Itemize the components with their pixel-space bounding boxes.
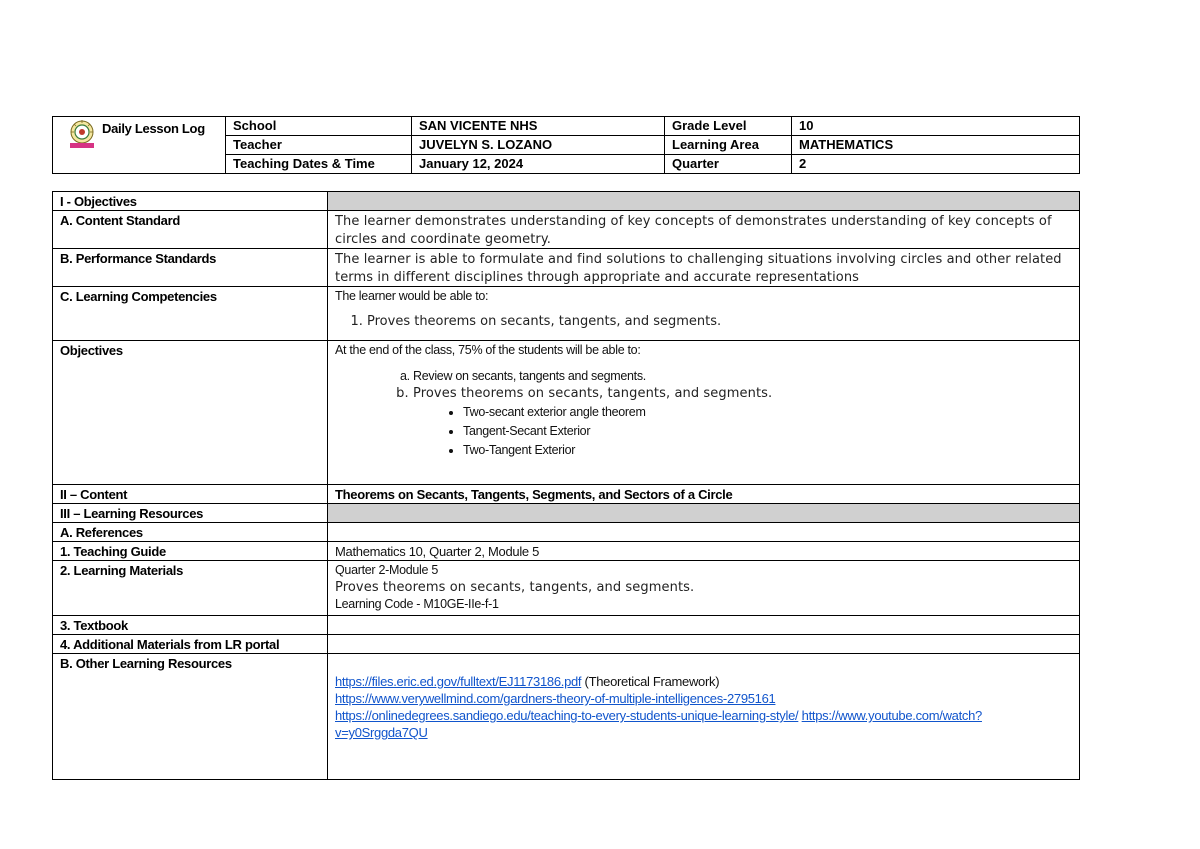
objective-b: b. Proves theorems on secants, tangents, and segments.	[413, 385, 1079, 403]
bullet-item: • Two-secant exterior angle theorem	[463, 403, 1079, 422]
school-value: SAN VICENTE NHS	[412, 117, 665, 136]
objectives-intro: At the end of the class, 75% of the students will be able to:	[335, 343, 641, 357]
header-title-cell	[53, 117, 226, 174]
objectives-cell	[328, 341, 1080, 485]
resources-heading: III – Learning Resources	[53, 504, 328, 523]
quarter-value: 2	[792, 155, 1080, 174]
textbook-label: 3. Textbook	[53, 616, 328, 635]
competencies-list	[335, 313, 1079, 330]
materials-line-2: Proves theorems on secants, tangents, and segments.	[335, 580, 695, 595]
objectives-heading-fill	[328, 192, 1080, 211]
header-title: Daily Lesson Log	[102, 121, 205, 136]
learning-area-value: MATHEMATICS	[792, 136, 1080, 155]
teaching-guide-text: Mathematics 10, Quarter 2, Module 5	[328, 542, 1080, 561]
performance-standards-text: The learner is able to formulate and find solutions to challenging situations involving circles and other related terms in different disciplines through appropriate and accurate representations	[328, 249, 1080, 287]
link-eric-note: (Theoretical Framework)	[581, 674, 720, 689]
grade-level-label: Grade Level	[665, 117, 792, 136]
content-standard-label: A. Content Standard	[53, 211, 328, 249]
references-cell	[328, 523, 1080, 542]
materials-line-3: Learning Code - M10GE-IIe-f-1	[335, 597, 499, 611]
objective-a: a. Review on secants, tangents and segments.	[413, 367, 1079, 385]
content-standard-text: The learner demonstrates understanding of key concepts of demonstrates understanding of key concepts of circles and coordinate geometry.	[328, 211, 1080, 249]
bullet-item: • Tangent-Secant Exterior	[463, 422, 1079, 441]
lr-portal-cell	[328, 635, 1080, 654]
lesson-table	[52, 191, 1080, 780]
link-verywellmind[interactable]: https://www.verywellmind.com/gardners-theory-of-multiple-intelligences-2795161	[335, 691, 776, 706]
link-sandiego[interactable]: https://onlinedegrees.sandiego.edu/teaching-to-every-students-unique-learning-style/	[335, 708, 799, 723]
dates-label: Teaching Dates & Time	[226, 155, 412, 174]
dates-value: January 12, 2024	[412, 155, 665, 174]
school-label: School	[226, 117, 412, 136]
grade-level-value: 10	[792, 117, 1080, 136]
learning-competencies-cell	[328, 287, 1080, 341]
teacher-label: Teacher	[226, 136, 412, 155]
link-youtube[interactable]: https://www.youtube.com/watch?	[801, 708, 982, 723]
bullet-item: • Two-Tangent Exterior	[463, 441, 1079, 460]
content-text: Theorems on Secants, Tangents, Segments, and Sectors of a Circle	[328, 485, 1080, 504]
objectives-list	[335, 367, 1079, 403]
objective-bullets	[335, 403, 1079, 460]
competencies-intro: The learner would be able to:	[335, 289, 489, 303]
other-resources-cell	[328, 654, 1080, 780]
learning-materials-cell	[328, 561, 1080, 616]
textbook-cell	[328, 616, 1080, 635]
materials-line-1: Quarter 2-Module 5	[335, 563, 438, 577]
learning-area-label: Learning Area	[665, 136, 792, 155]
teacher-value: JUVELYN S. LOZANO	[412, 136, 665, 155]
link-eric[interactable]: https://files.eric.ed.gov/fulltext/EJ1173186.pdf	[335, 674, 582, 689]
objectives-heading: I - Objectives	[53, 192, 328, 211]
school-logo-icon	[67, 119, 97, 149]
teaching-guide-label: 1. Teaching Guide	[53, 542, 328, 561]
header-table	[52, 116, 1080, 174]
learning-competencies-label: C. Learning Competencies	[53, 287, 328, 341]
quarter-label: Quarter	[665, 155, 792, 174]
learning-materials-label: 2. Learning Materials	[53, 561, 328, 616]
performance-standards-label: B. Performance Standards	[53, 249, 328, 287]
objectives-label: Objectives	[53, 341, 328, 485]
lr-portal-label: 4. Additional Materials from LR portal	[53, 635, 328, 654]
content-label: II – Content	[53, 485, 328, 504]
references-label: A. References	[53, 523, 328, 542]
link-youtube-cont[interactable]: v=y0Srggda7QU	[335, 725, 428, 740]
other-resources-label: B. Other Learning Resources	[53, 654, 328, 780]
competency-item: 1. Proves theorems on secants, tangents, and segments.	[367, 313, 1079, 330]
resources-heading-fill	[328, 504, 1080, 523]
